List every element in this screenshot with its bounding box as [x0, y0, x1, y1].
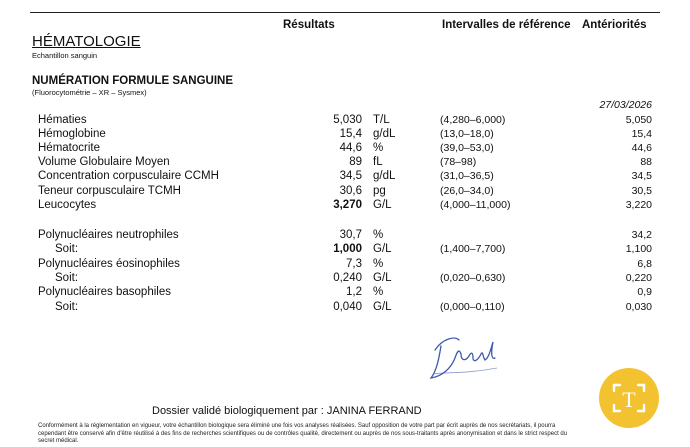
row-previous: 0,030 [625, 301, 652, 313]
row-value: 0,040 [333, 301, 362, 313]
row-unit: G/L [373, 199, 392, 211]
row-label: Polynucléaires éosinophiles [38, 258, 180, 270]
table-row [0, 185, 690, 199]
row-label: Leucocytes [38, 199, 97, 211]
row-unit: % [373, 142, 384, 154]
row-reference: (0,000–0,110) [440, 301, 505, 313]
row-label: Hématies [38, 114, 87, 126]
row-value: 30,6 [339, 185, 362, 197]
table-row [0, 243, 690, 257]
row-value: 3,270 [333, 199, 362, 211]
row-reference: (4,000–11,000) [440, 199, 511, 211]
row-value: 89 [349, 156, 362, 168]
table-row [0, 142, 690, 156]
row-unit: G/L [373, 301, 392, 313]
row-value: 15,4 [339, 128, 362, 140]
table-row [0, 301, 690, 315]
table-row [0, 258, 690, 272]
row-previous: 1,100 [625, 243, 652, 255]
row-previous: 30,5 [631, 185, 652, 197]
row-unit: T/L [373, 114, 390, 126]
row-unit: g/dL [373, 170, 396, 182]
sample-type: Echantillon sanguin [32, 51, 98, 60]
row-previous: 0,220 [625, 272, 652, 284]
row-value: 0,240 [333, 272, 362, 284]
row-value: 30,7 [339, 229, 362, 241]
row-label: Teneur corpusculaire TCMH [38, 185, 181, 197]
footnote-text: Conformément à la réglementation en vigueur, votre échantillon biologique sera éliminé une fois vos analyses réalisées. Sauf opposition de votre part par écrit auprès de nos secrétariats, il pourra cependant être conservé afin d'être réutilisé à des fins de recherches scientifiques ou de contrôles qualité, directement ou auprès de nos sous-traitants après anonymisation et dans le strict respect du secret médical. [38, 423, 568, 444]
validation-statement: Dossier validé biologiquement par : JANINA FERRAND [152, 405, 422, 417]
row-label: Soit: [55, 272, 79, 284]
row-value: 1,000 [333, 243, 362, 255]
row-label: Polynucléaires basophiles [38, 286, 171, 298]
row-value: 44,6 [339, 142, 362, 154]
row-previous: 88 [640, 156, 652, 168]
row-reference: (31,0–36,5) [440, 170, 494, 182]
table-row [0, 272, 690, 286]
row-previous: 34,5 [631, 170, 652, 182]
row-reference: (78–98) [440, 156, 477, 168]
table-row [0, 286, 690, 300]
row-reference: (39,0–53,0) [440, 142, 494, 154]
lab-logo [598, 367, 660, 434]
row-value: 34,5 [339, 170, 362, 182]
table-row [0, 156, 690, 170]
row-previous: 3,220 [625, 199, 652, 211]
row-previous: 5,050 [625, 114, 652, 126]
row-label: Hématocrite [38, 142, 100, 154]
row-value: 5,030 [333, 114, 362, 126]
subsection-title: NUMÉRATION FORMULE SANGUINE [32, 75, 234, 87]
previous-date: 27/03/2026 [599, 99, 652, 111]
row-label: Soit: [55, 301, 79, 313]
row-reference: (1,400–7,700) [440, 243, 506, 255]
table-row [0, 114, 690, 128]
row-unit: % [373, 229, 384, 241]
row-unit: G/L [373, 272, 392, 284]
row-reference: (4,280–6,000) [440, 114, 506, 126]
row-previous: 15,4 [631, 128, 652, 140]
method-note: (Fluorocytométrie – XR – Sysmex) [32, 88, 147, 97]
table-row [0, 229, 690, 243]
signature-image [425, 328, 505, 391]
row-unit: G/L [373, 243, 392, 255]
table-row [0, 170, 690, 184]
row-unit: % [373, 286, 384, 298]
section-title: HÉMATOLOGIE [32, 33, 141, 50]
logo-letter: T [622, 387, 636, 412]
column-header-results: Résultats [283, 19, 335, 31]
row-unit: pg [373, 185, 386, 197]
row-label: Hémoglobine [38, 128, 106, 140]
row-unit: fL [373, 156, 383, 168]
row-reference: (26,0–34,0) [440, 185, 494, 197]
row-previous: 6,8 [637, 258, 652, 270]
row-reference: (13,0–18,0) [440, 128, 494, 140]
row-label: Concentration corpusculaire CCMH [38, 170, 219, 182]
column-header-previous: Antériorités [582, 19, 647, 31]
row-previous: 44,6 [631, 142, 652, 154]
row-label: Volume Globulaire Moyen [38, 156, 170, 168]
row-previous: 0,9 [637, 286, 652, 298]
column-header-reference: Intervalles de référence [442, 19, 571, 31]
row-unit: g/dL [373, 128, 396, 140]
row-value: 7,3 [346, 258, 362, 270]
row-label: Polynucléaires neutrophiles [38, 229, 179, 241]
table-row [0, 199, 690, 213]
table-row [0, 128, 690, 142]
row-reference: (0,020–0,630) [440, 272, 506, 284]
header-rule [30, 12, 660, 13]
row-unit: % [373, 258, 384, 270]
row-previous: 34,2 [631, 229, 652, 241]
row-value: 1,2 [346, 286, 362, 298]
row-label: Soit: [55, 243, 79, 255]
